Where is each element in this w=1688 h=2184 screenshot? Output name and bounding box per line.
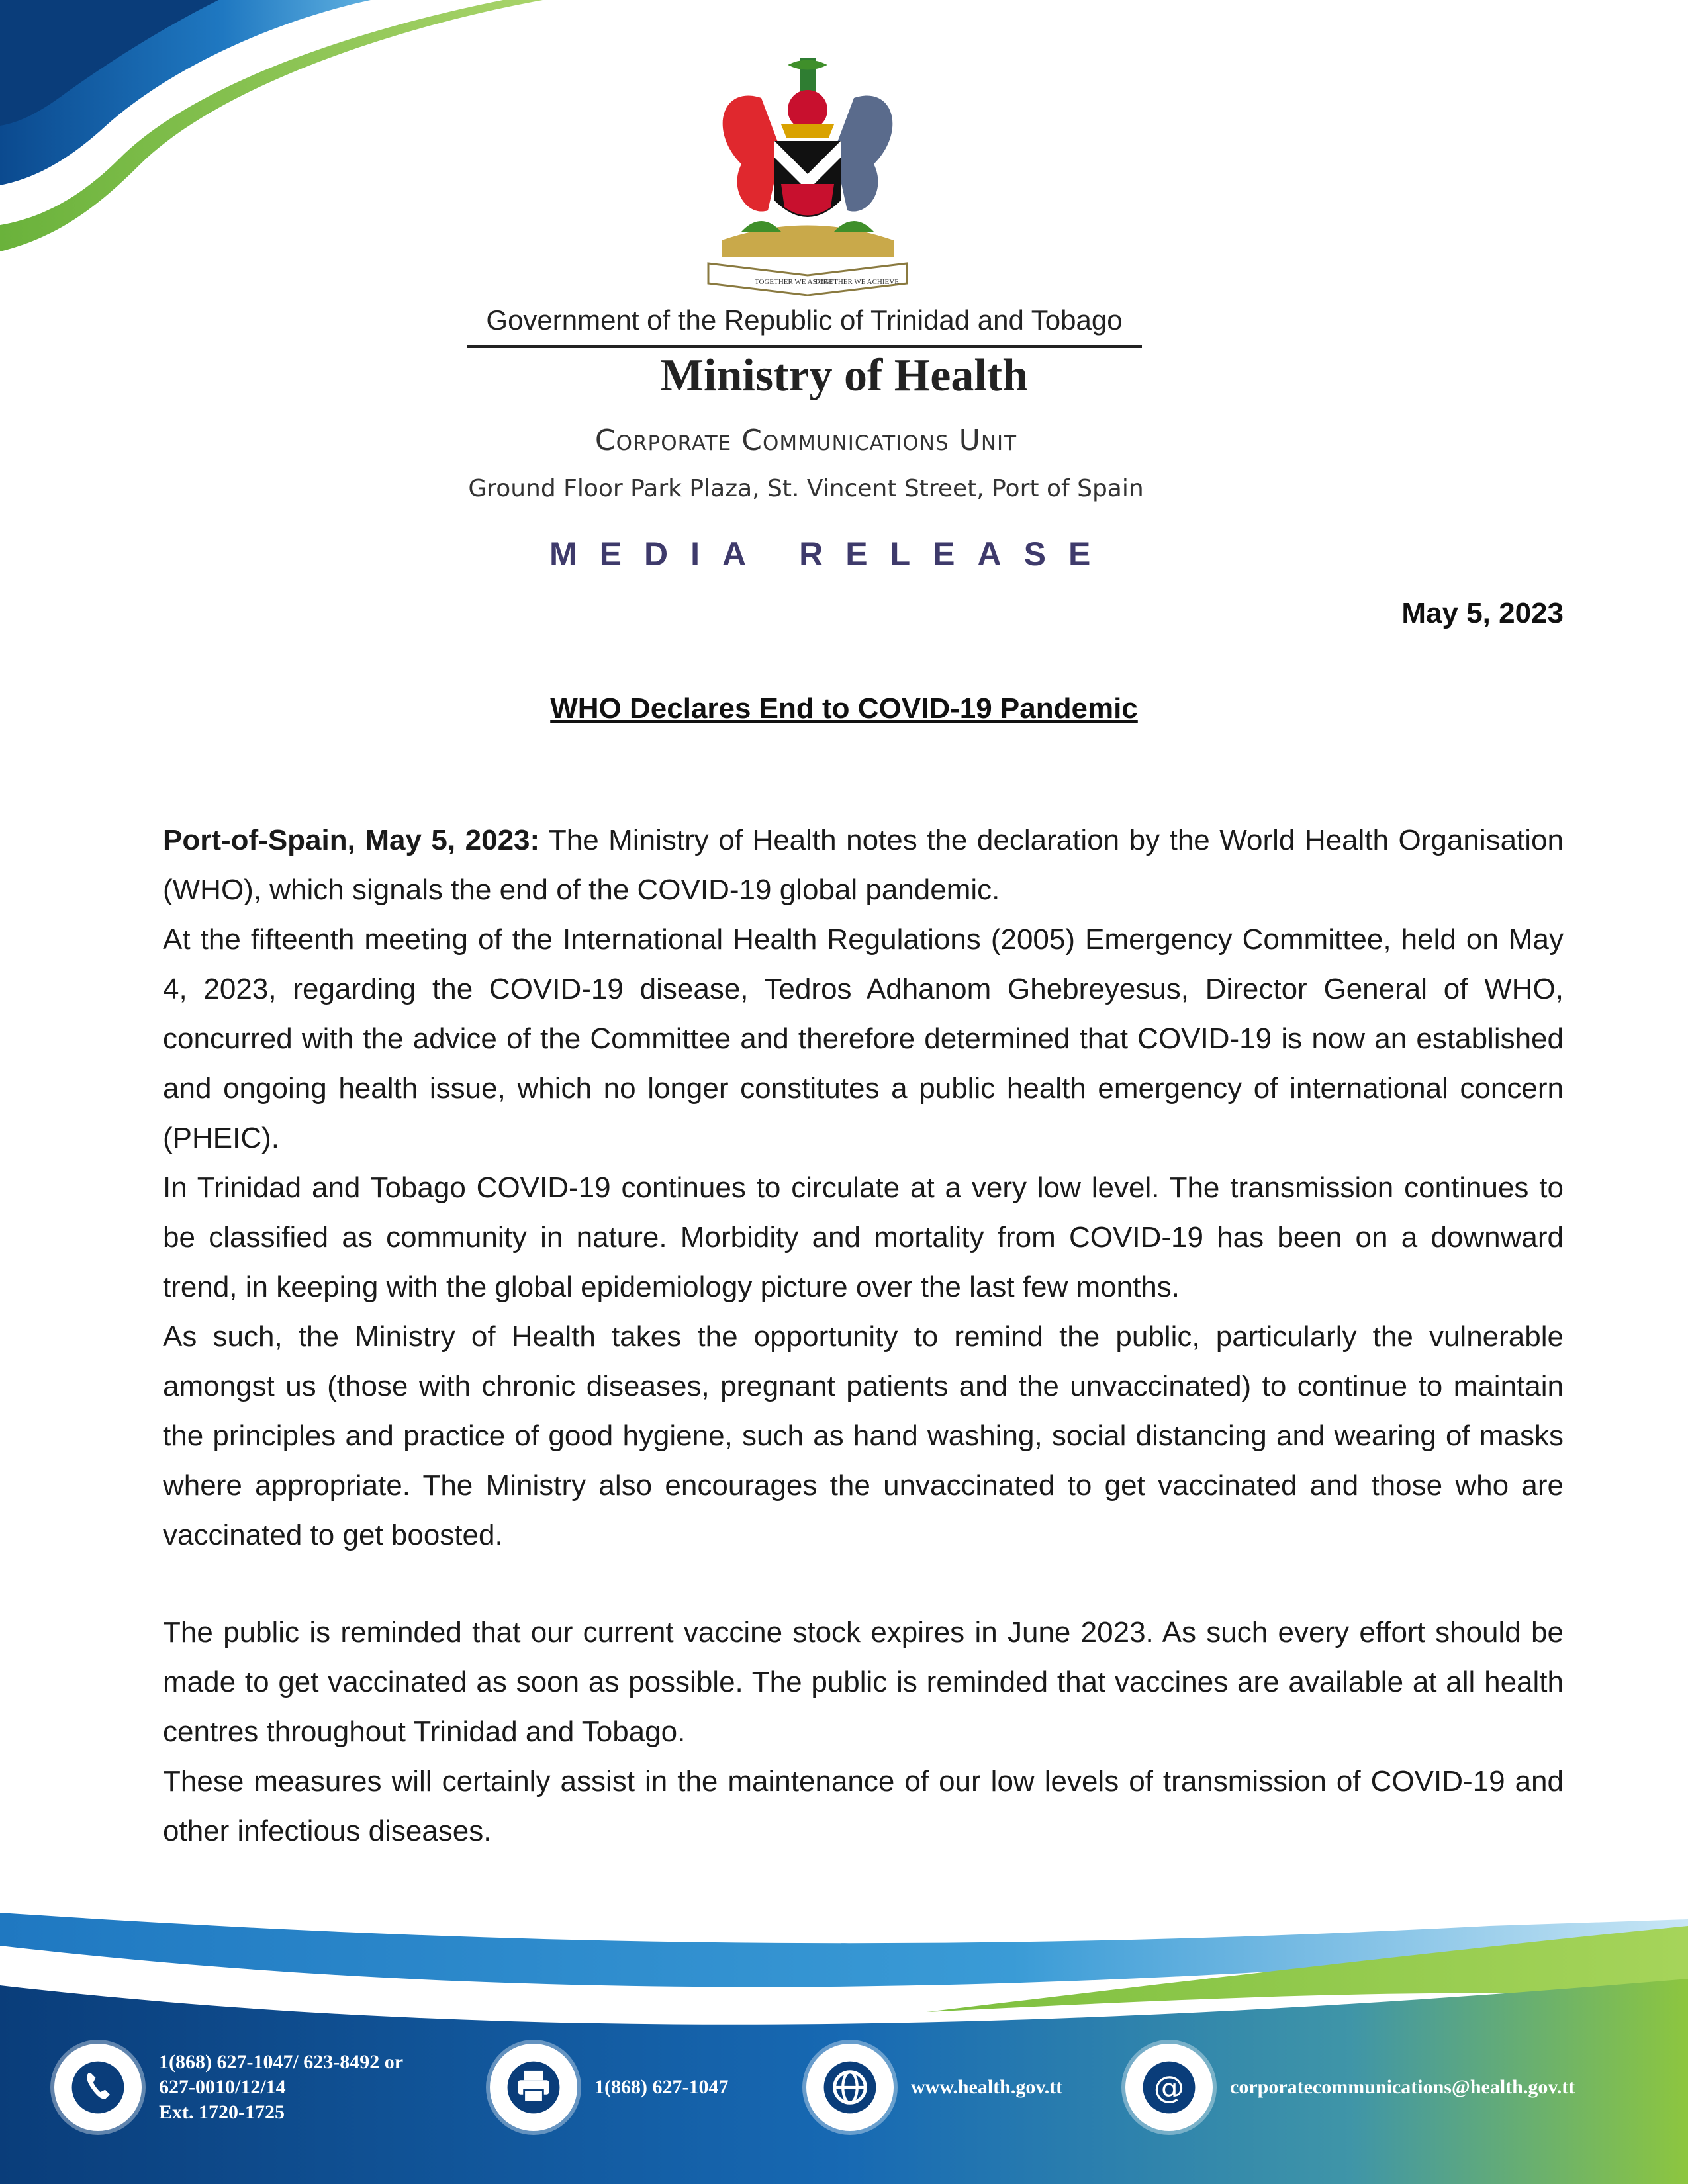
- release-title: WHO Declares End to COVID-19 Pandemic: [550, 692, 1138, 725]
- dateline: Port-of-Spain, May 5, 2023:: [163, 824, 540, 856]
- globe-icon: [806, 2044, 894, 2131]
- at-sign-icon: [1125, 2044, 1213, 2131]
- fax-number: 1(868) 627-1047: [594, 2076, 729, 2098]
- unit-name: Corporate Communications Unit: [594, 424, 1017, 457]
- paragraph-1: [163, 815, 1564, 915]
- paragraph-4: As such, the Ministry of Health takes the opportunity to remind the public, particularly the vulnerable amongst us (those with chronic diseases, pregnant patients and the unvaccinated) to continue to maintain the principles and practice of good hygiene, such as hand washing, social distancing and wearing of masks where appropriate. The Ministry also encourages the unvaccinated to get vaccinated and those who are vaccinated to get boosted.: [163, 1320, 1564, 1551]
- website-link[interactable]: www.health.gov.tt: [911, 2076, 1063, 2098]
- government-name: Government of the Republic of Trinidad and Tobago: [467, 304, 1142, 348]
- paragraph-5: The public is reminded that our current vaccine stock expires in June 2023. As such every effort should be made to get vaccinated as soon as possible. The public is reminded that vaccines are available at all health centres throughout Trinidad and Tobago.: [163, 1616, 1564, 1748]
- svg-text:@: @: [1153, 2070, 1185, 2106]
- crest-motto-left: TOGETHER WE ASPIRE: [755, 278, 833, 286]
- footer-email[interactable]: [1125, 2044, 1575, 2131]
- ministry-name: Ministry of Health: [659, 350, 1029, 401]
- phone-icon: [54, 2044, 142, 2131]
- phone-numbers: 1(868) 627-1047/ 623-8492 or 627-0010/12/14 Ext. 1720-1725: [159, 2051, 404, 2123]
- paragraph-6: These measures will certainly assist in the maintenance of our low levels of transmission of COVID-19 and other infectious diseases.: [163, 1765, 1564, 1847]
- footer-website[interactable]: [806, 2044, 1062, 2131]
- footer-fax: [490, 2044, 728, 2131]
- paragraph-1-text: The Ministry of Health notes the declaration by the World Health Organisation (WHO), which signals the end of the COVID-19 global pandemic.: [163, 824, 1564, 906]
- release-date: May 5, 2023: [1401, 597, 1564, 629]
- release-body: [163, 815, 1564, 1856]
- coat-of-arms-logo: [682, 58, 933, 303]
- office-address: Ground Floor Park Plaza, St. Vincent Street, Port of Spain: [468, 475, 1144, 502]
- printer-icon: [490, 2044, 577, 2131]
- header-swoosh: [0, 0, 596, 291]
- paragraph-2: At the fifteenth meeting of the International Health Regulations (2005) Emergency Committee, held on May 4, 2023, regarding the COVID-19 disease, Tedros Adhanom Ghebreyesus, Director General of WHO, concurred with the advice of the Committee and therefore determined that COVID-19 is now an established and ongoing health issue, which no longer constitutes a public health emergency of international concern (PHEIC).: [163, 923, 1564, 1154]
- footer-band: [0, 1899, 1688, 2184]
- media-release-label: MEDIA RELEASE: [549, 535, 1113, 572]
- email-link[interactable]: corporatecommunications@health.gov.tt: [1230, 2076, 1575, 2098]
- footer-phone: [54, 2044, 403, 2131]
- crest-motto-right: TOGETHER WE ACHIEVE: [814, 278, 899, 286]
- paragraph-3: In Trinidad and Tobago COVID-19 continues to circulate at a very low level. The transmission continues to be classified as community in nature. Morbidity and mortality from COVID-19 has been on a downward trend, in keeping with the global epidemiology picture over the last few months.: [163, 1171, 1564, 1303]
